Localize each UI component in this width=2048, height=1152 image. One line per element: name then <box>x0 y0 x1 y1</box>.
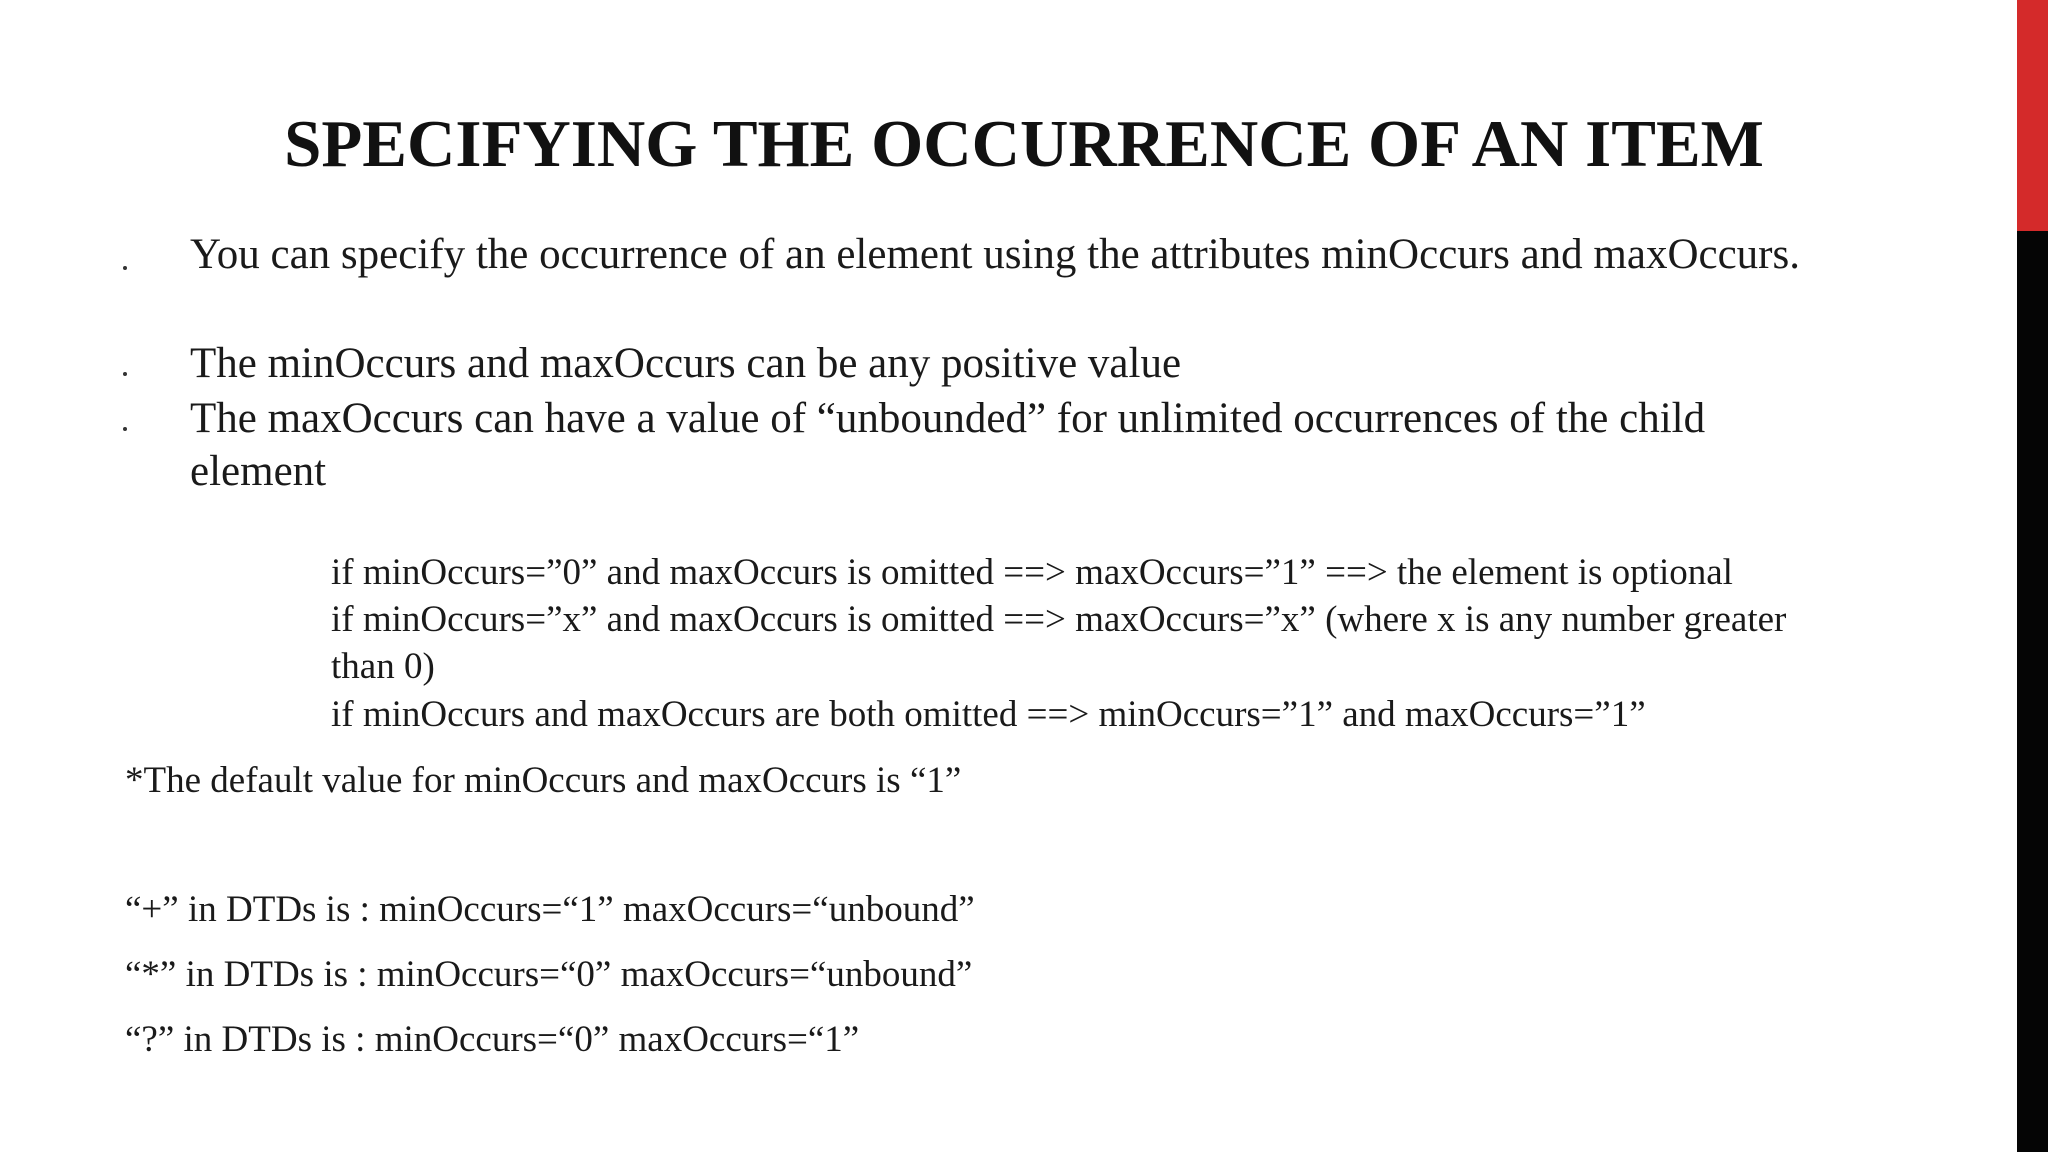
dtd-mapping-line: “+” in DTDs is : minOccurs=“1” maxOccurs=“unbound” <box>125 889 975 930</box>
bullet-text: You can specify the occurrence of an element using the attributes minOccurs and maxOccurs. <box>190 231 1800 278</box>
accent-bar-black <box>2017 231 2048 1152</box>
default-note: *The default value for minOccurs and maxOccurs is “1” <box>125 760 962 801</box>
dtd-mapping-line: “?” in DTDs is : minOccurs=“0” maxOccurs=“1” <box>125 1019 860 1060</box>
bullet-text: element <box>190 448 327 495</box>
slide-title: SPECIFYING THE OCCURRENCE OF AN ITEM <box>284 107 1764 181</box>
bullet-dot-icon <box>123 266 127 270</box>
bullet-text: The minOccurs and maxOccurs can be any positive value <box>190 340 1182 387</box>
rule-line: if minOccurs=”0” and maxOccurs is omitted ==> maxOccurs=”1” ==> the element is optional <box>331 552 1733 593</box>
bullet-dot-icon <box>123 372 127 376</box>
dtd-mapping-line: “*” in DTDs is : minOccurs=“0” maxOccurs=“unbound” <box>125 954 973 995</box>
bullet-dot-icon <box>123 427 127 431</box>
rule-line: if minOccurs=”x” and maxOccurs is omitted ==> maxOccurs=”x” (where x is any number greater <box>331 599 1787 640</box>
rule-line: if minOccurs and maxOccurs are both omitted ==> minOccurs=”1” and maxOccurs=”1” <box>331 694 1646 735</box>
rule-line: than 0) <box>331 646 435 687</box>
bullet-text: The maxOccurs can have a value of “unbounded” for unlimited occurrences of the child <box>190 395 1706 442</box>
